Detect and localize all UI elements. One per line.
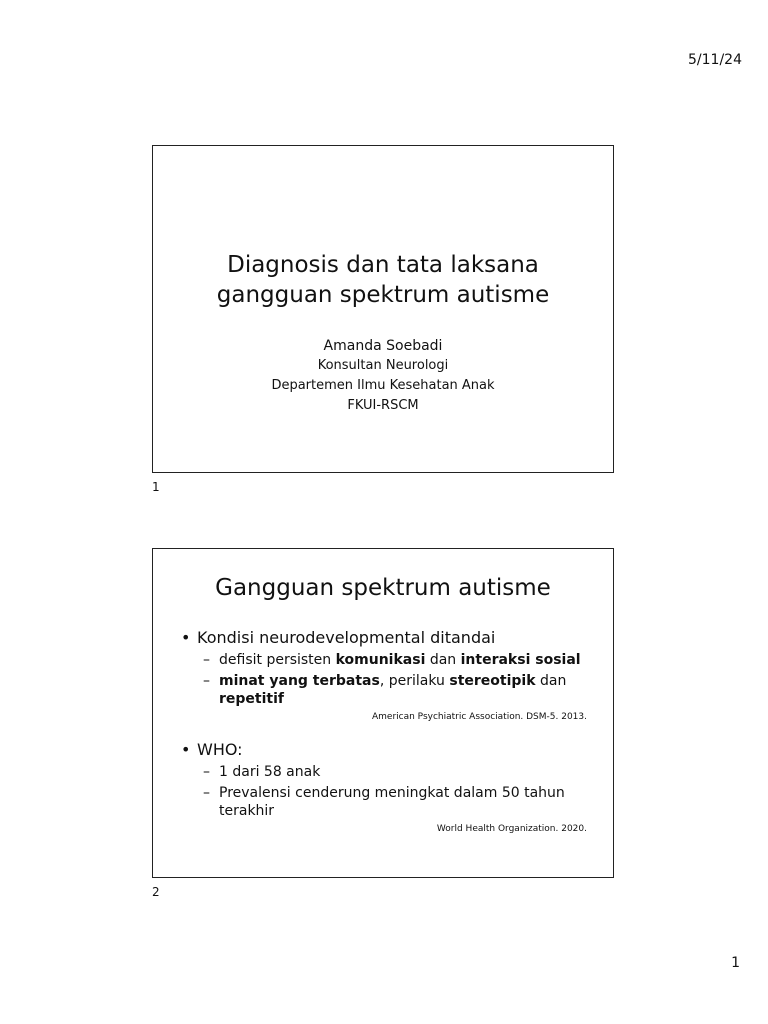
dash-icon: – [203, 652, 210, 668]
text-run-bold: stereotipik [449, 673, 536, 689]
text-run-bold: komunikasi [335, 652, 426, 668]
sub-list [203, 651, 587, 708]
bullet-text: WHO: [197, 740, 243, 759]
text-run: defisit persisten [219, 652, 336, 668]
citation: World Health Organization. 2020. [436, 824, 587, 834]
author-affiliation-2: Departemen Ilmu Kesehatan Anak [271, 378, 495, 393]
sub-item-text [219, 651, 581, 669]
slide-2-number: 2 [152, 885, 160, 899]
bullet-item [181, 739, 587, 761]
slide-1-author-block [153, 336, 613, 416]
dash-icon: – [203, 785, 210, 801]
bullet-text: Kondisi neurodevelopmental ditandai [197, 628, 496, 647]
sub-item [203, 651, 587, 669]
sub-item-text [219, 672, 587, 708]
slide-2 [152, 548, 614, 878]
page-date: 5/11/24 [688, 52, 742, 68]
sub-item [203, 784, 587, 820]
citation: American Psychiatric Association. DSM-5. 2013. [371, 712, 587, 722]
author-affiliation-3: FKUI-RSCM [347, 398, 419, 413]
sub-item-text: 1 dari 58 anak [219, 764, 321, 780]
text-run-bold: repetitif [219, 691, 284, 707]
sub-item [203, 763, 587, 781]
text-run: dan [425, 652, 461, 668]
bullet-item [181, 627, 587, 649]
sub-item [203, 672, 587, 708]
slide-2-title: Gangguan spektrum autisme [215, 575, 551, 601]
slide-1-title [153, 250, 613, 310]
dash-icon: – [203, 764, 210, 780]
bullet-icon: • [181, 740, 191, 759]
dash-icon: – [203, 673, 210, 689]
author-name: Amanda Soebadi [323, 338, 443, 354]
slide-1-number: 1 [152, 480, 160, 494]
text-run: dan [535, 673, 567, 689]
author-affiliation-1: Konsultan Neurologi [317, 358, 449, 373]
bullet-block-2 [181, 739, 587, 834]
slide-1-title-line-2: gangguan spektrum autisme [216, 282, 550, 308]
slide-1-title-line-1: Diagnosis dan tata laksana [227, 252, 539, 278]
text-run-bold: interaksi sosial [460, 652, 581, 668]
slide-1 [152, 145, 614, 473]
text-run: , perilaku [379, 673, 450, 689]
text-run-bold: minat yang terbatas [219, 673, 380, 689]
sub-list [203, 763, 587, 820]
bullet-icon: • [181, 628, 191, 647]
page-number: 1 [731, 955, 740, 971]
bullet-block-1 [181, 627, 587, 722]
sub-item-text: Prevalensi cenderung meningkat dalam 50 tahun terakhir [219, 785, 565, 819]
